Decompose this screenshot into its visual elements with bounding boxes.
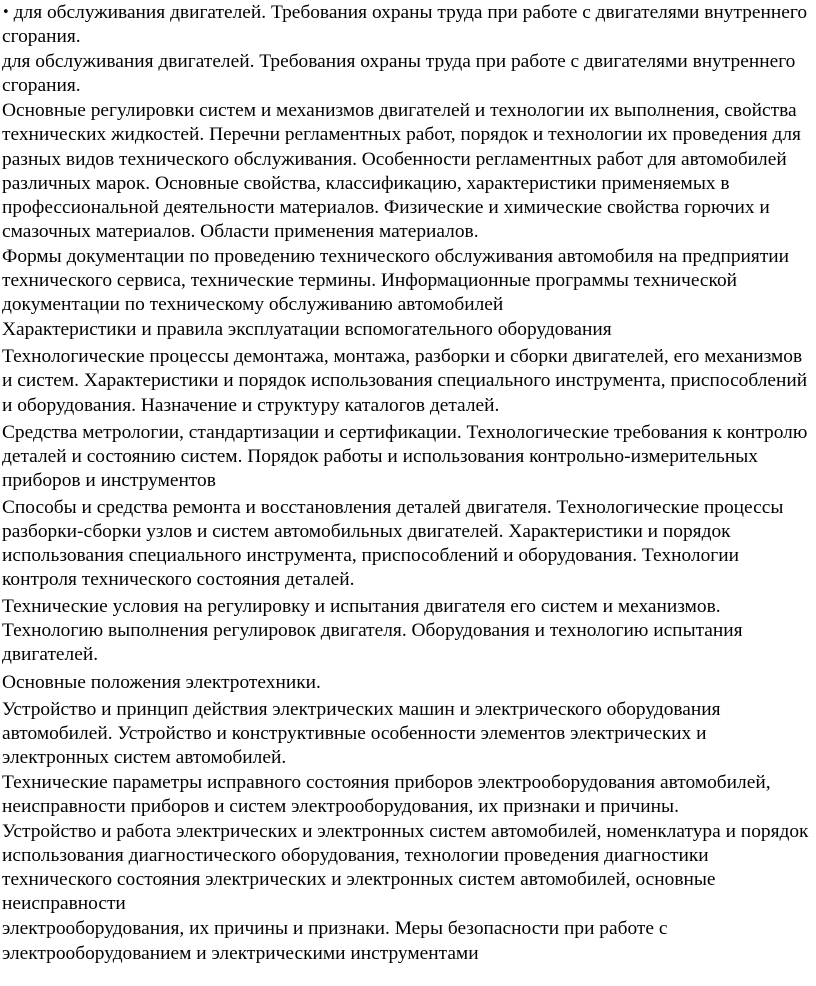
paragraph-13: Устройство и работа электрических и электронных систем автомобилей, номенклатура и порядок использования диагностического оборудования, технологии проведения диагностики технического состояния электрических и электронных систем автомобилей, основные неисправности xyxy=(2,821,809,915)
paragraph-10: Основные положения электротехники. xyxy=(2,671,321,693)
bullet-icon: • xyxy=(2,5,10,20)
paragraph-1 xyxy=(2,1,816,49)
paragraph-14: электрооборудования, их причины и признаки. Меры безопасности при работе с электрооборудованием и электрическими инструментами xyxy=(2,918,668,964)
paragraph-5: Характеристики и правила эксплуатации вспомогательного оборудования xyxy=(2,319,612,341)
paragraph-9: Технические условия на регулировку и испытания двигателя его систем и механизмов. Технологию выполнения регулировок двигателя. Оборудования и технологию испытания двигателей. xyxy=(2,596,743,666)
paragraph-7: Средства метрологии, стандартизации и сертификации. Технологические требования к контролю деталей и состоянию систем. Порядок работы и использования контрольно-измерительных приборов и инструментов xyxy=(2,421,808,491)
paragraph-12: Технические параметры исправного состояния приборов электрооборудования автомобилей, неисправности приборов и систем электрооборудования, их признаки и причины. xyxy=(2,771,771,817)
paragraph-8: Способы и средства ремонта и восстановления деталей двигателя. Технологические процессы разборки-сборки узлов и систем автомобильных двигателей. Характеристики и порядок использования специального инструмента, приспособлений и оборудования. Технологии контроля технического состояния деталей. xyxy=(2,496,784,591)
paragraph-1-text: для обслуживания двигателей. Требования охраны труда при работе с двигателями внутреннего сгорания. xyxy=(2,2,808,48)
paragraph-6: Технологические процессы демонтажа, монтажа, разборки и сборки двигателей, его механизмов и систем. Характеристики и порядок использования специального инструмента, приспособлений и оборудования. Назначение и структуру каталогов деталей. xyxy=(2,346,808,416)
paragraph-11: Устройство и принцип действия электрических машин и электрического оборудования автомобилей. Устройство и конструктивные особенности элементов электрических и электронных систем автомобилей. xyxy=(2,698,721,768)
paragraph-3: Основные регулировки систем и механизмов двигателей и технологии их выполнения, свойства технических жидкостей. Перечни регламентных работ, порядок и технологии их проведения для разных видов технического обслуживания. Особенности регламентных работ для автомобилей различных марок. Основные свойства, классификацию, характеристики применяемых в профессиональной деятельности материалов. Физические и химические свойства горючих и смазочных материалов. Области применения материалов. xyxy=(2,100,801,242)
paragraph-4: Формы документации по проведению технического обслуживания автомобиля на предприятии технического сервиса, технические термины. Информационные программы технической документации по техническому обслуживанию автомобилей xyxy=(2,245,790,316)
paragraph-2: для обслуживания двигателей. Требования охраны труда при работе с двигателями внутреннего сгорания. xyxy=(2,51,796,97)
